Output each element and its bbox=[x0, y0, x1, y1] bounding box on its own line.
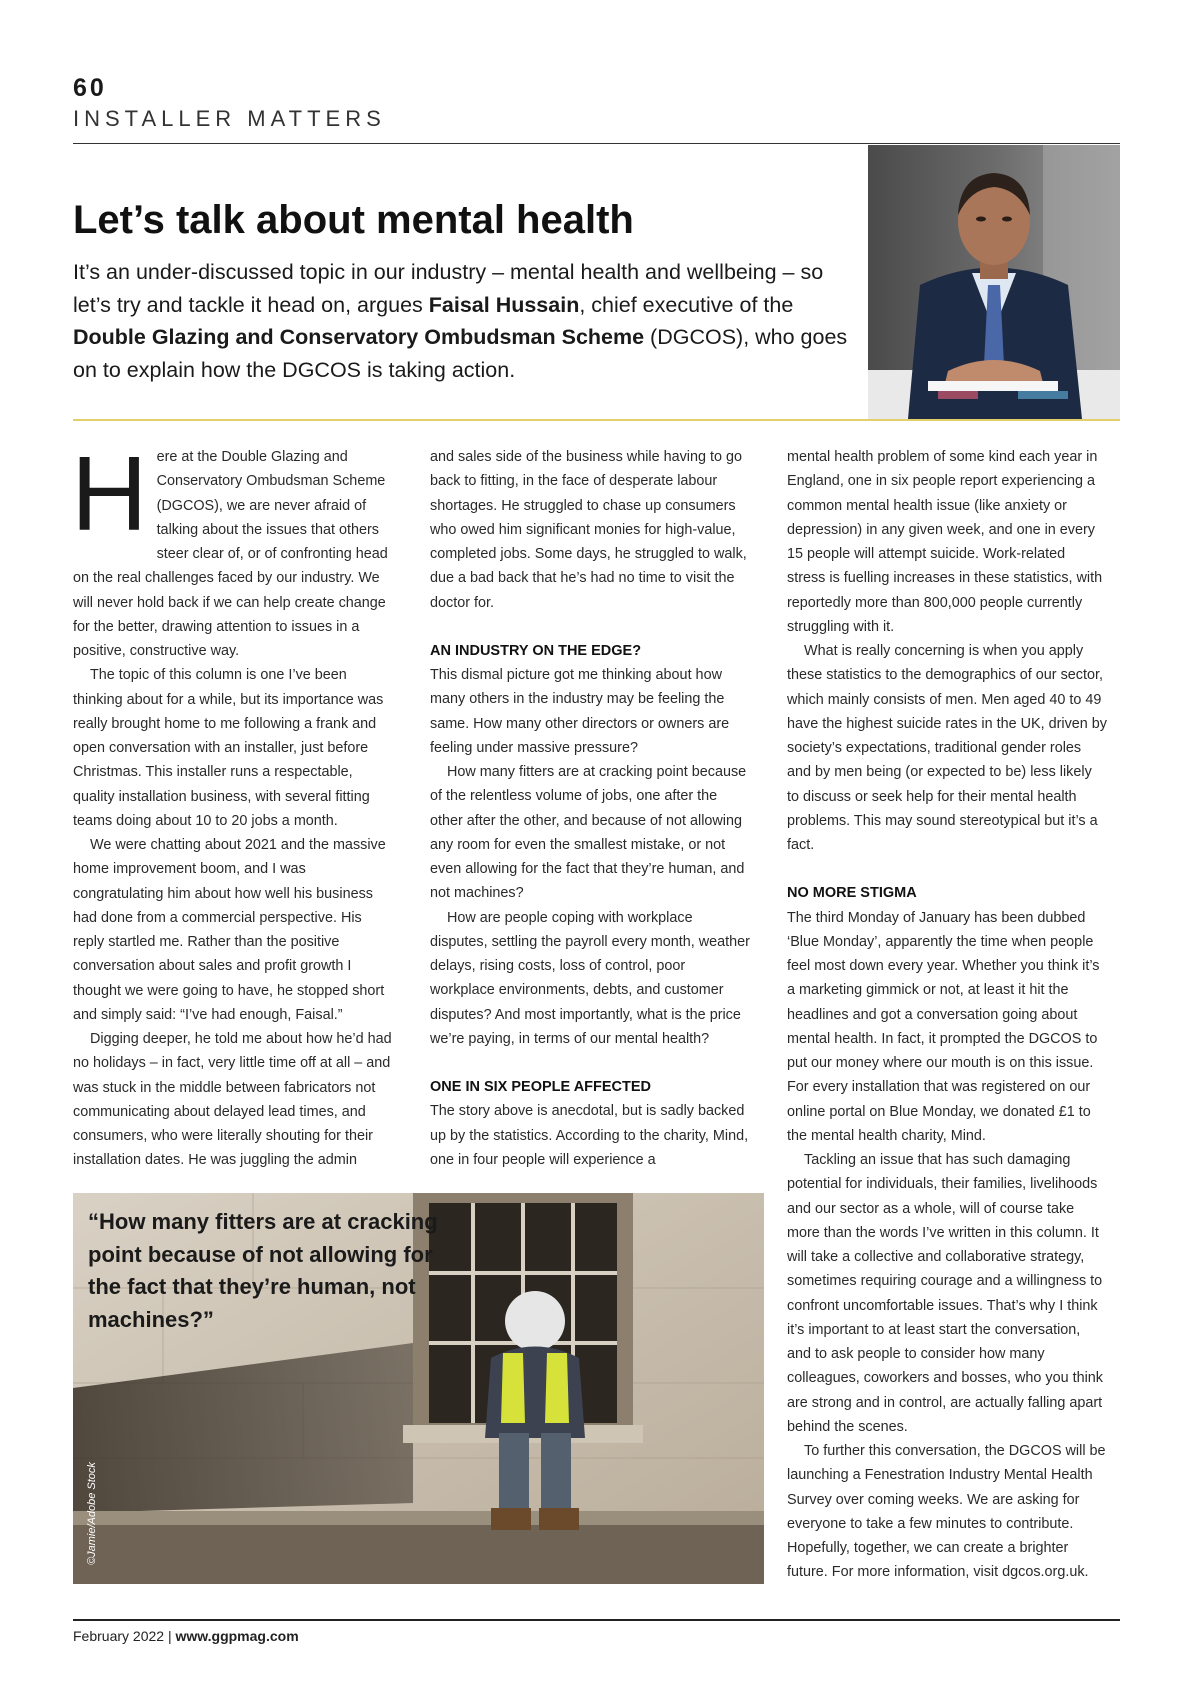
paragraph: What is really concerning is when you apply these statistics to the demographics of our sector, which mainly consists of men. Men aged 40 to 49 have the highest suicide rates in the UK, driven by society’s expectations, traditional gender roles and by men being (or expected to be) less likely to discuss or seek help for their mental health problems. This may sound stereotypical but it’s a fact. bbox=[787, 643, 1107, 853]
paragraph: and sales side of the business while having to go back to fitting, in the face of desperate labour shortages. He struggled to chase up consumers who owed him significant monies for high-value, completed jobs. Some days, he struggled to walk, due a bad back that he’s had no time to visit the doctor for. bbox=[430, 449, 747, 611]
article-column-1 bbox=[71, 435, 393, 1173]
article-standfirst: It’s an under-discussed topic in our industry – mental health and wellbeing – so let’s try and tackle it head on, argues Faisal Hussain, chief executive of the Double Glazing and Conservatory Ombudsman Scheme (DGCOS), who goes on to explain how the DGCOS is taking action. bbox=[73, 260, 848, 382]
website-link[interactable]: www.ggpmag.com bbox=[175, 1628, 299, 1644]
author-portrait bbox=[868, 145, 1120, 419]
paragraph: How many fitters are at cracking point because of the relentless volume of jobs, one after the other after the other, and because of not allowing any room for even the smallest mistake, or not even allowing for the fact that they’re human, and not machines? bbox=[430, 764, 747, 902]
paragraph: The story above is anecdotal, but is sadly backed up by the statistics. According to the charity, Mind, one in four people will experience a bbox=[430, 1103, 749, 1168]
footer-divider bbox=[73, 1619, 1120, 1621]
pull-quote: “How many fitters are at cracking point because of not allowing for the fact that they’re human, not machines?” bbox=[88, 1209, 438, 1332]
paragraph: We were chatting about 2021 and the massive home improvement boom, and I was congratulating him about how well his business had done from a commercial perspective. His reply startled me. Rather than the positive conversation about sales and profit growth I thought we were going to have, he stopped short and simply said: “I’ve had enough, Faisal.” bbox=[73, 837, 386, 1023]
issue-date: February 2022 bbox=[73, 1628, 165, 1644]
paragraph: The topic of this column is one I’ve been thinking about for a while, but its importance was really brought home to me following a frank and open conversation with an installer, just before Christmas. This installer runs a respectable, quality installation business, with several fitting teams doing about 10 to 20 jobs a month. bbox=[73, 667, 384, 829]
paragraph: Tackling an issue that has such damaging potential for individuals, their families, livelihoods and our sector as a whole, will of course take more than the words I’ve written in this column. It will take a collective and collaborative strategy, sometimes requiring courage and a willingness to confront uncomfortable issues. That’s why I think it’s important to at least start the conversation, and to ask people to consider how many colleagues, coworkers and bosses, who you think are strong and in control, are actually falling apart behind the scenes. bbox=[787, 1152, 1103, 1435]
subheading: ONE IN SIX PEOPLE AFFECTED bbox=[430, 1079, 652, 1095]
subheading: AN INDUSTRY ON THE EDGE? bbox=[430, 642, 642, 659]
drop-cap: H bbox=[71, 435, 148, 553]
section-label: INSTALLER MATTERS bbox=[73, 106, 386, 131]
subheading: NO MORE STIGMA bbox=[787, 885, 917, 902]
paragraph: ere at the Double Glazing and Conservatory Ombudsman Scheme (DGCOS), we are never afraid of talking about the issues that others steer clear of, or of confronting head on the real challenges faced by our industry. We will never hold back if we can help create change for the better, drawing attention to issues in a positive, constructive way. bbox=[73, 449, 388, 659]
article-headline: Let’s talk about mental health bbox=[73, 198, 634, 242]
author-name: Faisal Hussain bbox=[428, 292, 580, 317]
page-number: 60 bbox=[73, 74, 107, 102]
top-divider bbox=[73, 143, 1120, 144]
photo-credit: ©Jamie/Adobe Stock bbox=[86, 1462, 98, 1565]
paragraph: This dismal picture got me thinking about how many others in the industry may be feeling the same. How many other directors or owners are feeling under massive pressure? bbox=[430, 667, 730, 756]
paragraph: mental health problem of some kind each year in England, one in six people report experiencing a common mental health issue (like anxiety or depression) in any given week, and one in every 15 people will attempt suicide. Work-related stress is fuelling increases in these statistics, with reportedly more than 800,000 people currently struggling with it. bbox=[787, 449, 1103, 635]
page-footer: February 2022 | www.ggpmag.com bbox=[73, 1628, 299, 1644]
article-column-2 bbox=[430, 445, 750, 1172]
paragraph: How are people coping with workplace disputes, settling the payroll every month, weather delays, rising costs, loss of control, poor workplace environments, debts, and customer disputes? And most importantly, what is the price we’re paying, in terms of our mental health? bbox=[430, 909, 750, 1047]
article-column-3 bbox=[787, 445, 1107, 1585]
paragraph: Digging deeper, he told me about how he’d had no holidays – in fact, very little time off at all – and was stuck in the middle between fabricators not communicating about delayed lead times, and consumers, who were literally shouting for their installation dates. He was juggling the admin bbox=[73, 1031, 392, 1169]
headline-divider bbox=[73, 419, 1120, 421]
organisation-name: Double Glazing and Conservatory Ombudsman Scheme bbox=[73, 325, 645, 349]
paragraph: To further this conversation, the DGCOS will be launching a Fenestration Industry Mental Health Survey over coming weeks. We are asking for everyone to take a few minutes to contribute. Hopefully, together, we can create a brighter future. For more information, visit dgcos.org.uk. bbox=[787, 1443, 1106, 1581]
paragraph: The third Monday of January has been dubbed ‘Blue Monday’, apparently the time when people feel most down every year. Whether you think it’s a marketing gimmick or not, at least it hit the headlines and got a conversation going about mental health. In fact, it prompted the DGCOS to put our money where our mouth is on this issue. For every installation that was registered on our online portal on Blue Monday, we donated £1 to the mental health charity, Mind. bbox=[787, 909, 1100, 1144]
